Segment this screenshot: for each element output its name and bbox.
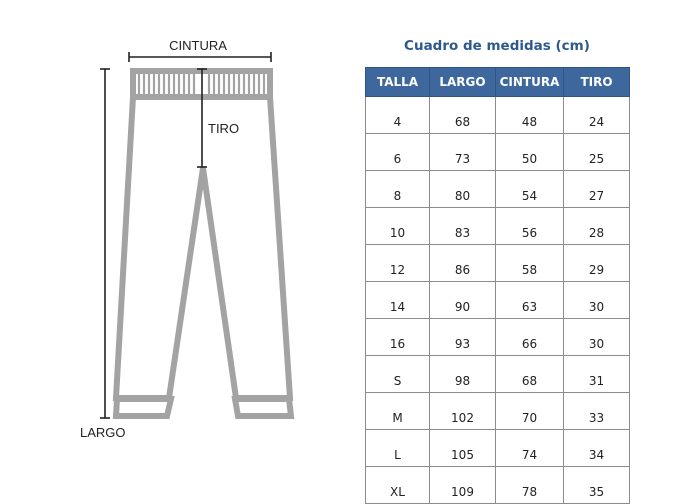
size-cell: 4 [366, 97, 430, 134]
table-row [366, 171, 630, 208]
length-label: LARGO [80, 425, 126, 440]
largo-cell: 80 [430, 171, 496, 208]
table-row [366, 97, 630, 134]
tiro-cell: 24 [564, 97, 630, 134]
table-row [366, 319, 630, 356]
table-row [366, 245, 630, 282]
size-cell: S [366, 356, 430, 393]
rise-label: TIRO [208, 121, 240, 136]
size-cell: 16 [366, 319, 430, 356]
tiro-cell: 29 [564, 245, 630, 282]
largo-cell: 83 [430, 208, 496, 245]
largo-cell: 102 [430, 393, 496, 430]
size-chart-title: Cuadro de medidas (cm) [404, 38, 590, 54]
size-cell: XL [366, 467, 430, 504]
waist-dimension-line [129, 52, 271, 62]
table-row [366, 430, 630, 467]
largo-cell: 68 [430, 97, 496, 134]
cintura-cell: 68 [496, 356, 564, 393]
right-cuff [235, 399, 291, 416]
largo-cell: 90 [430, 282, 496, 319]
table-row [366, 393, 630, 430]
tiro-cell: 34 [564, 430, 630, 467]
pants-outline [116, 97, 290, 398]
cintura-cell: 50 [496, 134, 564, 171]
cintura-cell: 54 [496, 171, 564, 208]
size-cell: L [366, 430, 430, 467]
tiro-cell: 30 [564, 319, 630, 356]
tiro-cell: 30 [564, 282, 630, 319]
table-row [366, 208, 630, 245]
column-header-cintura: CINTURA [496, 68, 564, 97]
tiro-cell: 31 [564, 356, 630, 393]
table-row [366, 134, 630, 171]
tiro-cell: 28 [564, 208, 630, 245]
left-cuff [116, 399, 171, 416]
cintura-cell: 66 [496, 319, 564, 356]
tiro-cell: 25 [564, 134, 630, 171]
largo-cell: 98 [430, 356, 496, 393]
largo-cell: 93 [430, 319, 496, 356]
cintura-cell: 56 [496, 208, 564, 245]
size-cell: 12 [366, 245, 430, 282]
waist-label: CINTURA [169, 38, 227, 53]
largo-cell: 105 [430, 430, 496, 467]
column-header-largo: LARGO [430, 68, 496, 97]
pants-illustration [116, 71, 291, 416]
table-row [366, 467, 630, 504]
size-cell: 10 [366, 208, 430, 245]
pants-measurement-diagram [0, 0, 360, 484]
tiro-cell: 27 [564, 171, 630, 208]
largo-cell: 109 [430, 467, 496, 504]
size-cell: 8 [366, 171, 430, 208]
cintura-cell: 78 [496, 467, 564, 504]
size-chart-table [365, 67, 630, 504]
table-row [366, 356, 630, 393]
column-header-talla: TALLA [366, 68, 430, 97]
size-chart-header-row [366, 68, 630, 97]
cintura-cell: 74 [496, 430, 564, 467]
largo-cell: 73 [430, 134, 496, 171]
cintura-cell: 58 [496, 245, 564, 282]
largo-cell: 86 [430, 245, 496, 282]
size-cell: 14 [366, 282, 430, 319]
size-cell: 6 [366, 134, 430, 171]
size-cell: M [366, 393, 430, 430]
length-dimension-line [100, 69, 110, 418]
column-header-tiro: TIRO [564, 68, 630, 97]
cintura-cell: 48 [496, 97, 564, 134]
tiro-cell: 35 [564, 467, 630, 504]
cintura-cell: 63 [496, 282, 564, 319]
tiro-cell: 33 [564, 393, 630, 430]
table-row [366, 282, 630, 319]
cintura-cell: 70 [496, 393, 564, 430]
